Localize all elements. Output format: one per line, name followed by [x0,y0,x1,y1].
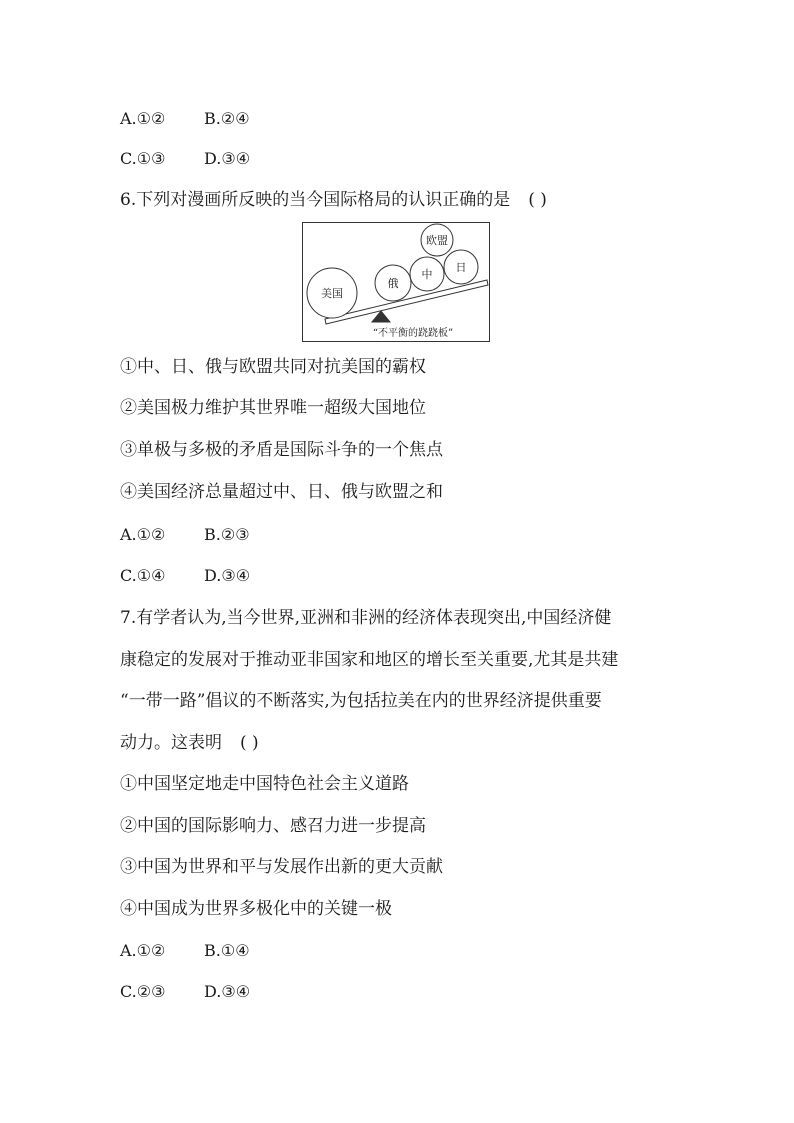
q7-options-row-1 [120,940,250,962]
eu-label: 欧盟 [426,234,448,247]
q7-stem-line-4 [120,732,259,754]
q7-option-c[interactable]: C.②③ [120,982,166,1001]
q7-item-2: ②中国的国际影响力、感召力进一步提高 [120,816,426,836]
q7-stem-end: 动力。这表明 [120,733,222,753]
q7-stem-line-3: “一带一路”倡议的不断落实,为包括拉美在内的世界经济提供重要 [120,691,602,711]
q7-option-b[interactable]: B.①④ [204,941,250,960]
q7-stem-line-2: 康稳定的发展对于推动亚非国家和地区的增长至关重要,尤其是共建 [120,650,619,670]
q5-option-d[interactable]: D.③④ [204,149,251,168]
q5-options-row-1 [120,108,250,130]
russia-label: 俄 [387,277,399,290]
q6-option-a[interactable]: A.①② [120,525,166,544]
q6-item-1: ①中、日、俄与欧盟共同对抗美国的霸权 [120,357,426,377]
seesaw-cartoon [302,222,490,342]
q5-option-a[interactable]: A.①② [120,109,166,128]
japan-label: 日 [455,261,467,274]
q6-answer-blank: ( ) [528,190,547,210]
q7-option-d[interactable]: D.③④ [204,982,251,1001]
q6-options-row-2 [120,565,251,587]
q6-option-d[interactable]: D.③④ [204,566,251,585]
q5-options-row-2 [120,148,251,170]
cartoon-caption: “不平衡的跷跷板” [372,328,454,339]
q7-item-4: ④中国成为世界多极化中的关键一极 [120,899,392,919]
q5-option-b[interactable]: B.②④ [204,109,250,128]
q7-options-row-2 [120,981,251,1003]
usa-label: 美国 [321,287,343,300]
q7-option-a[interactable]: A.①② [120,941,166,960]
q7-item-1: ①中国坚定地走中国特色社会主义道路 [120,774,409,794]
q6-option-c[interactable]: C.①④ [120,566,166,585]
q7-item-3: ③中国为世界和平与发展作出新的更大贡献 [120,857,443,877]
q5-option-c[interactable]: C.①③ [120,149,166,168]
q6-options-row-1 [120,524,250,546]
q7-answer-blank: ( ) [240,733,259,753]
q6-item-3: ③单极与多极的矛盾是国际斗争的一个焦点 [120,440,443,460]
q6-stem: 6.下列对漫画所反映的当今国际格局的认识正确的是 [120,190,511,210]
china-label: 中 [421,268,433,281]
q6-item-2: ②美国极力维护其世界唯一超级大国地位 [120,398,426,418]
q7-stem-line-1: 7.有学者认为,当今世界,亚洲和非洲的经济体表现突出,中国经济健 [120,608,612,628]
q6-stem-line [120,189,547,211]
q6-option-b[interactable]: B.②③ [204,525,250,544]
q6-item-4: ④美国经济总量超过中、日、俄与欧盟之和 [120,482,443,502]
